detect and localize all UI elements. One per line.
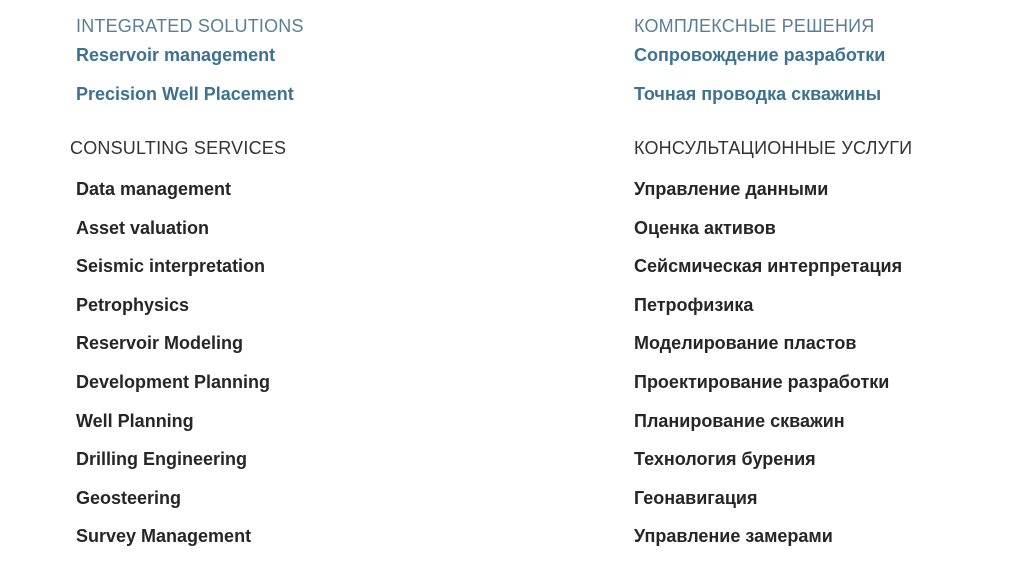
integrated-solutions-heading: INTEGRATED SOLUTIONS (76, 16, 304, 36)
integrated-item-ru: Сопровождение разработки (634, 45, 886, 65)
consulting-item-ru: Моделирование пластов (634, 333, 857, 354)
consulting-item-ru: Технология бурения (634, 449, 816, 470)
consulting-item: Petrophysics (76, 294, 190, 315)
consulting-item: Drilling Engineering (76, 449, 248, 470)
consulting-item-ru: Проектирование разработки (634, 371, 890, 392)
integrated-solutions-list-ru (634, 44, 885, 122)
consulting-item-ru: Управление данными (634, 179, 829, 199)
consulting-services-heading-ru: КОНСУЛЬТАЦИОННЫЕ УСЛУГИ (634, 138, 913, 158)
consulting-item: Survey Management (76, 526, 252, 547)
consulting-item: Data management (76, 179, 232, 199)
consulting-item: Geosteering (76, 487, 182, 508)
integrated-solutions-list (76, 44, 294, 122)
consulting-item-ru: Сейсмическая интерпретация (634, 256, 903, 277)
consulting-services-heading: CONSULTING SERVICES (70, 138, 287, 158)
consulting-item-ru: Петрофизика (634, 294, 754, 315)
integrated-item: Precision Well Placement (76, 84, 294, 104)
consulting-item-ru: Планирование скважин (634, 410, 845, 431)
consulting-item-ru: Геонавигация (634, 487, 758, 508)
consulting-item-ru: Оценка активов (634, 217, 776, 238)
integrated-solutions-heading-ru: КОМПЛЕКСНЫЕ РЕШЕНИЯ (634, 16, 875, 36)
integrated-item-ru: Точная проводка скважины (634, 84, 882, 104)
consulting-item: Well Planning (76, 410, 194, 431)
consulting-item: Development Planning (76, 371, 271, 392)
integrated-item: Reservoir management (76, 45, 276, 65)
consulting-services-list-ru (634, 178, 902, 564)
consulting-services-list (76, 178, 270, 564)
consulting-item: Asset valuation (76, 217, 210, 238)
consulting-item: Reservoir Modeling (76, 333, 244, 354)
consulting-item-ru: Управление замерами (634, 526, 833, 547)
consulting-item: Seismic interpretation (76, 256, 266, 277)
